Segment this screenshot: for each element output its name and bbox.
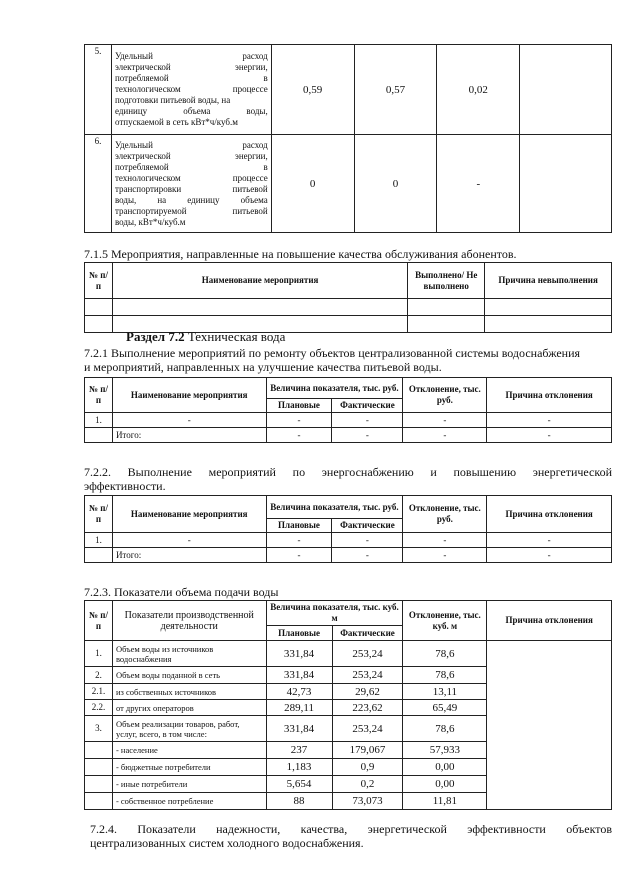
- section-heading-7-2-3: 7.2.3. Показатели объема подачи воды: [84, 585, 279, 599]
- col-plan-header: Плановые: [266, 626, 332, 641]
- col-name-header: Показатели производственной деятельности: [112, 601, 266, 641]
- line: единицу объема воды,: [114, 106, 268, 116]
- line: технологическом процессе: [114, 84, 268, 94]
- plan-value: 289,11: [266, 700, 332, 716]
- reason-cell: [487, 641, 612, 810]
- deviation-value: -: [403, 428, 487, 443]
- fact-value: -: [332, 428, 403, 443]
- deviation-value: 78,6: [403, 641, 487, 667]
- row-number: 5.: [85, 45, 112, 135]
- fact-value: 0,57: [354, 45, 437, 135]
- heading-line: 7.2.4. Показатели надежности, качества, энергетической эффективности объектов: [90, 822, 612, 836]
- fact-value: 179,067: [332, 742, 403, 759]
- table-row: [85, 413, 612, 428]
- row-number: 6.: [85, 135, 112, 233]
- table-row: [85, 299, 612, 316]
- line: воды, кВт*ч/куб.м: [114, 216, 186, 227]
- row-number: 2.: [85, 667, 113, 684]
- table-header-row: [85, 601, 612, 626]
- deviation-value: 0,00: [403, 759, 487, 776]
- col-value-header: Величина показателя, тыс. куб. м: [266, 601, 403, 626]
- plan-value: 42,73: [266, 684, 332, 700]
- indicator-name: Объем реализации товаров, работ, услуг, всего, в том числе:: [112, 716, 266, 742]
- indicator-name: Объем воды из источников водоснабжения: [112, 641, 266, 667]
- col-num-header: № п/п: [85, 378, 113, 413]
- col-reason-header: Причина отклонения: [487, 496, 612, 533]
- col-name-header: Наименование мероприятия: [112, 496, 266, 533]
- heading-line: централизованных систем холодного водоснабжения.: [90, 836, 364, 850]
- fact-value: 253,24: [332, 667, 403, 684]
- section-heading-7-1-5: 7.1.5 Мероприятия, направленные на повышение качества обслуживания абонентов.: [84, 247, 517, 261]
- fact-value: 29,62: [332, 684, 403, 700]
- col-plan-header: Плановые: [266, 399, 332, 413]
- fact-value: -: [332, 548, 403, 563]
- col-value-header: Величина показателя, тыс. руб.: [266, 378, 403, 399]
- col-num-header: № п/п: [85, 496, 113, 533]
- table-row: [85, 533, 612, 548]
- row-number: [85, 793, 113, 810]
- deviation-value: 78,6: [403, 667, 487, 684]
- plan-value: -: [266, 413, 332, 428]
- plan-value: 331,84: [266, 716, 332, 742]
- col-value-header: Величина показателя, тыс. руб.: [266, 496, 403, 519]
- section-title-7-2: [126, 330, 285, 344]
- deviation-value: 0,00: [403, 776, 487, 793]
- indicator-name: - иные потребители: [112, 776, 266, 793]
- water-supply-table: [84, 600, 612, 810]
- section-heading-7-2-2: [84, 465, 612, 493]
- row-number: [85, 759, 113, 776]
- table-row: [85, 45, 612, 135]
- indicator-name: - собственное потребление: [112, 793, 266, 810]
- row-number: [85, 742, 113, 759]
- top-table: [84, 44, 612, 233]
- measure-name: -: [112, 413, 266, 428]
- col-name-header: Наименование мероприятия: [112, 263, 407, 299]
- fact-value: 73,073: [332, 793, 403, 810]
- line: электрической энергии,: [114, 62, 268, 72]
- line: подготовки питьевой воды, на: [114, 95, 231, 105]
- row-number: 3.: [85, 716, 113, 742]
- table-row: [85, 641, 612, 667]
- line: потребляемой в: [114, 73, 268, 83]
- row-number: 2.2.: [85, 700, 113, 716]
- col-num-header: № п/п: [85, 263, 113, 299]
- col-num-header: № п/п: [85, 601, 113, 641]
- line: транспортируемой питьевой: [114, 205, 268, 216]
- fact-value: 0,2: [332, 776, 403, 793]
- reason-cell: [520, 135, 612, 233]
- col-name-header: Наименование мероприятия: [112, 378, 266, 413]
- col-reason-header: Причина отклонения: [487, 378, 612, 413]
- row-number: 1.: [85, 413, 113, 428]
- service-quality-table: [84, 262, 612, 333]
- deviation-value: -: [437, 135, 520, 233]
- deviation-value: 11,81: [403, 793, 487, 810]
- fact-value: -: [332, 413, 403, 428]
- plan-value: -: [266, 533, 332, 548]
- heading-line: 7.2.1 Выполнение мероприятий по ремонту объектов централизованной системы водоснабжения: [84, 346, 581, 360]
- plan-value: 88: [266, 793, 332, 810]
- table-header-row: [85, 496, 612, 519]
- col-fact-header: Фактические: [332, 626, 403, 641]
- indicator-name: из собственных источников: [112, 684, 266, 700]
- deviation-value: 57,933: [403, 742, 487, 759]
- heading-line: 7.2.2. Выполнение мероприятий по энергоснабжению и повышению энергетической: [84, 465, 612, 479]
- fact-value: 253,24: [332, 716, 403, 742]
- indicator-name: от других операторов: [112, 700, 266, 716]
- table-header-row: [85, 263, 612, 299]
- total-label: Итого:: [112, 428, 266, 443]
- col-fact-header: Фактические: [332, 519, 403, 533]
- row-number: [85, 776, 113, 793]
- plan-value: 331,84: [266, 641, 332, 667]
- reason-cell: [520, 45, 612, 135]
- indicator-name: [111, 135, 271, 233]
- table-total-row: [85, 548, 612, 563]
- deviation-value: -: [403, 533, 487, 548]
- col-deviation-header: Отклонение, тыс. руб.: [403, 378, 487, 413]
- reason-value: -: [487, 533, 612, 548]
- reason-value: -: [487, 428, 612, 443]
- indicator-name: [111, 45, 271, 135]
- fact-value: -: [332, 533, 403, 548]
- section-name: Техническая вода: [184, 329, 286, 344]
- deviation-value: 65,49: [403, 700, 487, 716]
- indicator-name: - население: [112, 742, 266, 759]
- table-total-row: [85, 428, 612, 443]
- indicator-name: - бюджетные потребители: [112, 759, 266, 776]
- fact-value: 0,9: [332, 759, 403, 776]
- plan-value: 331,84: [266, 667, 332, 684]
- line: технологическом процессе: [114, 172, 268, 183]
- deviation-value: 78,6: [403, 716, 487, 742]
- plan-value: 5,654: [266, 776, 332, 793]
- plan-value: -: [266, 428, 332, 443]
- line: потребляемой в: [114, 161, 268, 172]
- plan-value: 0,59: [271, 45, 354, 135]
- row-number: 2.1.: [85, 684, 113, 700]
- measure-name: -: [112, 533, 266, 548]
- heading-line: и мероприятий, направленных на улучшение качества питьевой воды.: [84, 360, 442, 374]
- section-number: Раздел 7.2: [126, 329, 185, 344]
- plan-value: 237: [266, 742, 332, 759]
- line: транспортировки питьевой: [114, 183, 268, 194]
- line: Удельный расход: [114, 51, 268, 61]
- col-deviation-header: Отклонение, тыс. руб.: [403, 496, 487, 533]
- reason-value: -: [487, 413, 612, 428]
- col-done-header: Выполнено/ Не выполнено: [408, 263, 485, 299]
- fact-value: 0: [354, 135, 437, 233]
- deviation-value: 13,11: [403, 684, 487, 700]
- deviation-value: -: [403, 413, 487, 428]
- table-header-row: [85, 378, 612, 399]
- line: воды, на единицу объема: [114, 194, 268, 205]
- col-reason-header: Причина отклонения: [487, 601, 612, 641]
- plan-value: -: [266, 548, 332, 563]
- total-label: Итого:: [112, 548, 266, 563]
- line: отпускаемой в сеть кВт*ч/куб.м: [114, 117, 238, 127]
- energy-measures-table: [84, 495, 612, 563]
- deviation-value: -: [403, 548, 487, 563]
- row-number: 1.: [85, 641, 113, 667]
- line: Удельный расход: [114, 139, 268, 150]
- section-heading-7-2-1: [84, 346, 612, 374]
- line: электрической энергии,: [114, 150, 268, 161]
- plan-value: 1,183: [266, 759, 332, 776]
- reason-value: -: [487, 548, 612, 563]
- table-row: [85, 135, 612, 233]
- indicator-name: Объем воды поданной в сеть: [112, 667, 266, 684]
- col-fact-header: Фактические: [332, 399, 403, 413]
- repair-measures-table: [84, 377, 612, 443]
- fact-value: 223,62: [332, 700, 403, 716]
- col-deviation-header: Отклонение, тыс. куб. м: [403, 601, 487, 641]
- heading-line: эффективности.: [84, 479, 166, 493]
- fact-value: 253,24: [332, 641, 403, 667]
- col-plan-header: Плановые: [266, 519, 332, 533]
- row-number: 1.: [85, 533, 113, 548]
- deviation-value: 0,02: [437, 45, 520, 135]
- plan-value: 0: [271, 135, 354, 233]
- col-reason-header: Причина невыполнения: [485, 263, 612, 299]
- section-heading-7-2-4: [90, 822, 612, 850]
